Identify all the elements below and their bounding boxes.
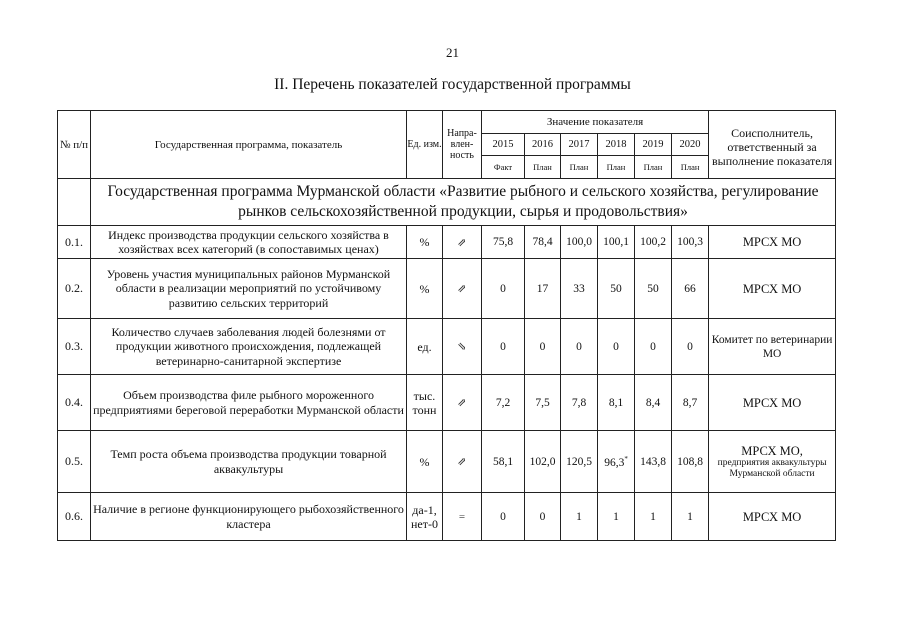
row-num: 0.2.	[58, 259, 91, 319]
row-responsible: МРСХ МО	[709, 375, 836, 431]
header-period-type: План	[525, 156, 561, 179]
row-unit: %	[407, 226, 443, 259]
row-num: 0.6.	[58, 493, 91, 541]
row-responsible: МРСХ МО,	[741, 443, 803, 458]
header-year: 2019	[635, 134, 672, 156]
row-unit: тыс. тонн	[407, 375, 443, 431]
row-value: 7,8	[561, 375, 598, 431]
row-value: 50	[598, 259, 635, 319]
row-value: 120,5	[561, 431, 598, 493]
row-name: Темп роста объема производства продукции товарной аквакультуры	[91, 431, 407, 493]
program-title: Государственная программа Мурманской области «Развитие рыбного и сельского хозяйства, регулирование рынков сельскохозяйственной продукции, сырья и продовольствия»	[91, 179, 836, 226]
row-value: 8,4	[635, 375, 672, 431]
program-num-cell	[58, 179, 91, 226]
row-value: 0	[672, 319, 709, 375]
row-num: 0.1.	[58, 226, 91, 259]
header-period-type: Факт	[482, 156, 525, 179]
direction-equal-icon: =	[443, 493, 482, 541]
row-value: 100,1	[598, 226, 635, 259]
row-responsible: Комитет по ветеринарии МО	[709, 319, 836, 375]
header-unit: Ед. изм.	[407, 111, 443, 179]
row-responsible: МРСХ МО	[709, 493, 836, 541]
header-period-type: План	[672, 156, 709, 179]
row-unit: ед.	[407, 319, 443, 375]
header-num: № п/п	[58, 111, 91, 179]
row-value: 0	[598, 319, 635, 375]
direction-arrow-icon: ⇗	[443, 226, 482, 259]
row-value: 143,8	[635, 431, 672, 493]
page-number: 21	[446, 45, 459, 60]
row-value: 75,8	[482, 226, 525, 259]
row-unit: да-1, нет-0	[407, 493, 443, 541]
header-responsible: Соисполнитель, ответственный за выполнение показателя	[709, 111, 836, 179]
row-value: 1	[561, 493, 598, 541]
page-title: II. Перечень показателей государственной программы	[274, 76, 631, 93]
row-value: 66	[672, 259, 709, 319]
row-responsible: МРСХ МО	[709, 259, 836, 319]
row-value: 100,2	[635, 226, 672, 259]
row-name: Количество случаев заболевания людей болезнями от продукции животного происхождения, подлежащей ветеринарно-санитарной экспертизе	[91, 319, 407, 375]
header-year: 2020	[672, 134, 709, 156]
row-name: Уровень участия муниципальных районов Мурманской области в реализации мероприятий по устойчивому развитию сельских территорий	[91, 259, 407, 319]
indicators-table	[57, 110, 836, 541]
row-value: 108,8	[672, 431, 709, 493]
header-year: 2015	[482, 134, 525, 156]
row-value: 8,1	[598, 375, 635, 431]
header-year: 2016	[525, 134, 561, 156]
row-num: 0.5.	[58, 431, 91, 493]
row-value: 50	[635, 259, 672, 319]
row-value: 100,0	[561, 226, 598, 259]
row-value: 8,7	[672, 375, 709, 431]
row-value: 0	[482, 319, 525, 375]
row-value: 1	[635, 493, 672, 541]
table-row	[58, 319, 836, 375]
header-value-group: Значение показателя	[482, 111, 709, 134]
table-header	[58, 111, 836, 179]
program-row	[58, 179, 836, 226]
row-num: 0.3.	[58, 319, 91, 375]
direction-arrow-icon: ⇗	[443, 431, 482, 493]
row-value: 100,3	[672, 226, 709, 259]
row-value: 17	[525, 259, 561, 319]
table-row	[58, 493, 836, 541]
row-value: 96,3	[604, 456, 625, 469]
row-value-with-note	[598, 431, 635, 493]
row-name: Индекс производства продукции сельского хозяйства в хозяйствах всех категорий (в сопоставимых ценах)	[91, 226, 407, 259]
header-period-type: План	[598, 156, 635, 179]
header-period-type: План	[561, 156, 598, 179]
header-period-type: План	[635, 156, 672, 179]
table-row	[58, 431, 836, 493]
row-value: 0	[482, 259, 525, 319]
row-value: 33	[561, 259, 598, 319]
footnote-marker: *	[624, 454, 628, 463]
row-value: 0	[635, 319, 672, 375]
direction-arrow-icon: ⇘	[443, 319, 482, 375]
row-value: 0	[525, 319, 561, 375]
row-value: 58,1	[482, 431, 525, 493]
row-unit: %	[407, 431, 443, 493]
row-value: 0	[561, 319, 598, 375]
row-responsible: МРСХ МО	[709, 226, 836, 259]
row-value: 1	[598, 493, 635, 541]
row-value: 7,2	[482, 375, 525, 431]
header-name: Государственная программа, показатель	[91, 111, 407, 179]
header-year: 2018	[598, 134, 635, 156]
row-unit: %	[407, 259, 443, 319]
table-row	[58, 375, 836, 431]
table-row	[58, 226, 836, 259]
table-row	[58, 259, 836, 319]
row-value: 0	[482, 493, 525, 541]
row-name: Объем производства филе рыбного мороженного предприятиями береговой переработки Мурманской области	[91, 375, 407, 431]
header-direction: Напра-влен-ность	[443, 111, 482, 179]
row-value: 7,5	[525, 375, 561, 431]
row-value: 102,0	[525, 431, 561, 493]
row-name: Наличие в регионе функционирующего рыбохозяйственного кластера	[91, 493, 407, 541]
row-num: 0.4.	[58, 375, 91, 431]
row-value: 0	[525, 493, 561, 541]
row-value: 78,4	[525, 226, 561, 259]
row-responsible-note: предприятия аквакультуры Мурманской области	[717, 457, 827, 479]
header-year: 2017	[561, 134, 598, 156]
direction-arrow-icon: ⇗	[443, 259, 482, 319]
row-responsible-cell	[709, 431, 836, 493]
row-value: 1	[672, 493, 709, 541]
direction-arrow-icon: ⇗	[443, 375, 482, 431]
